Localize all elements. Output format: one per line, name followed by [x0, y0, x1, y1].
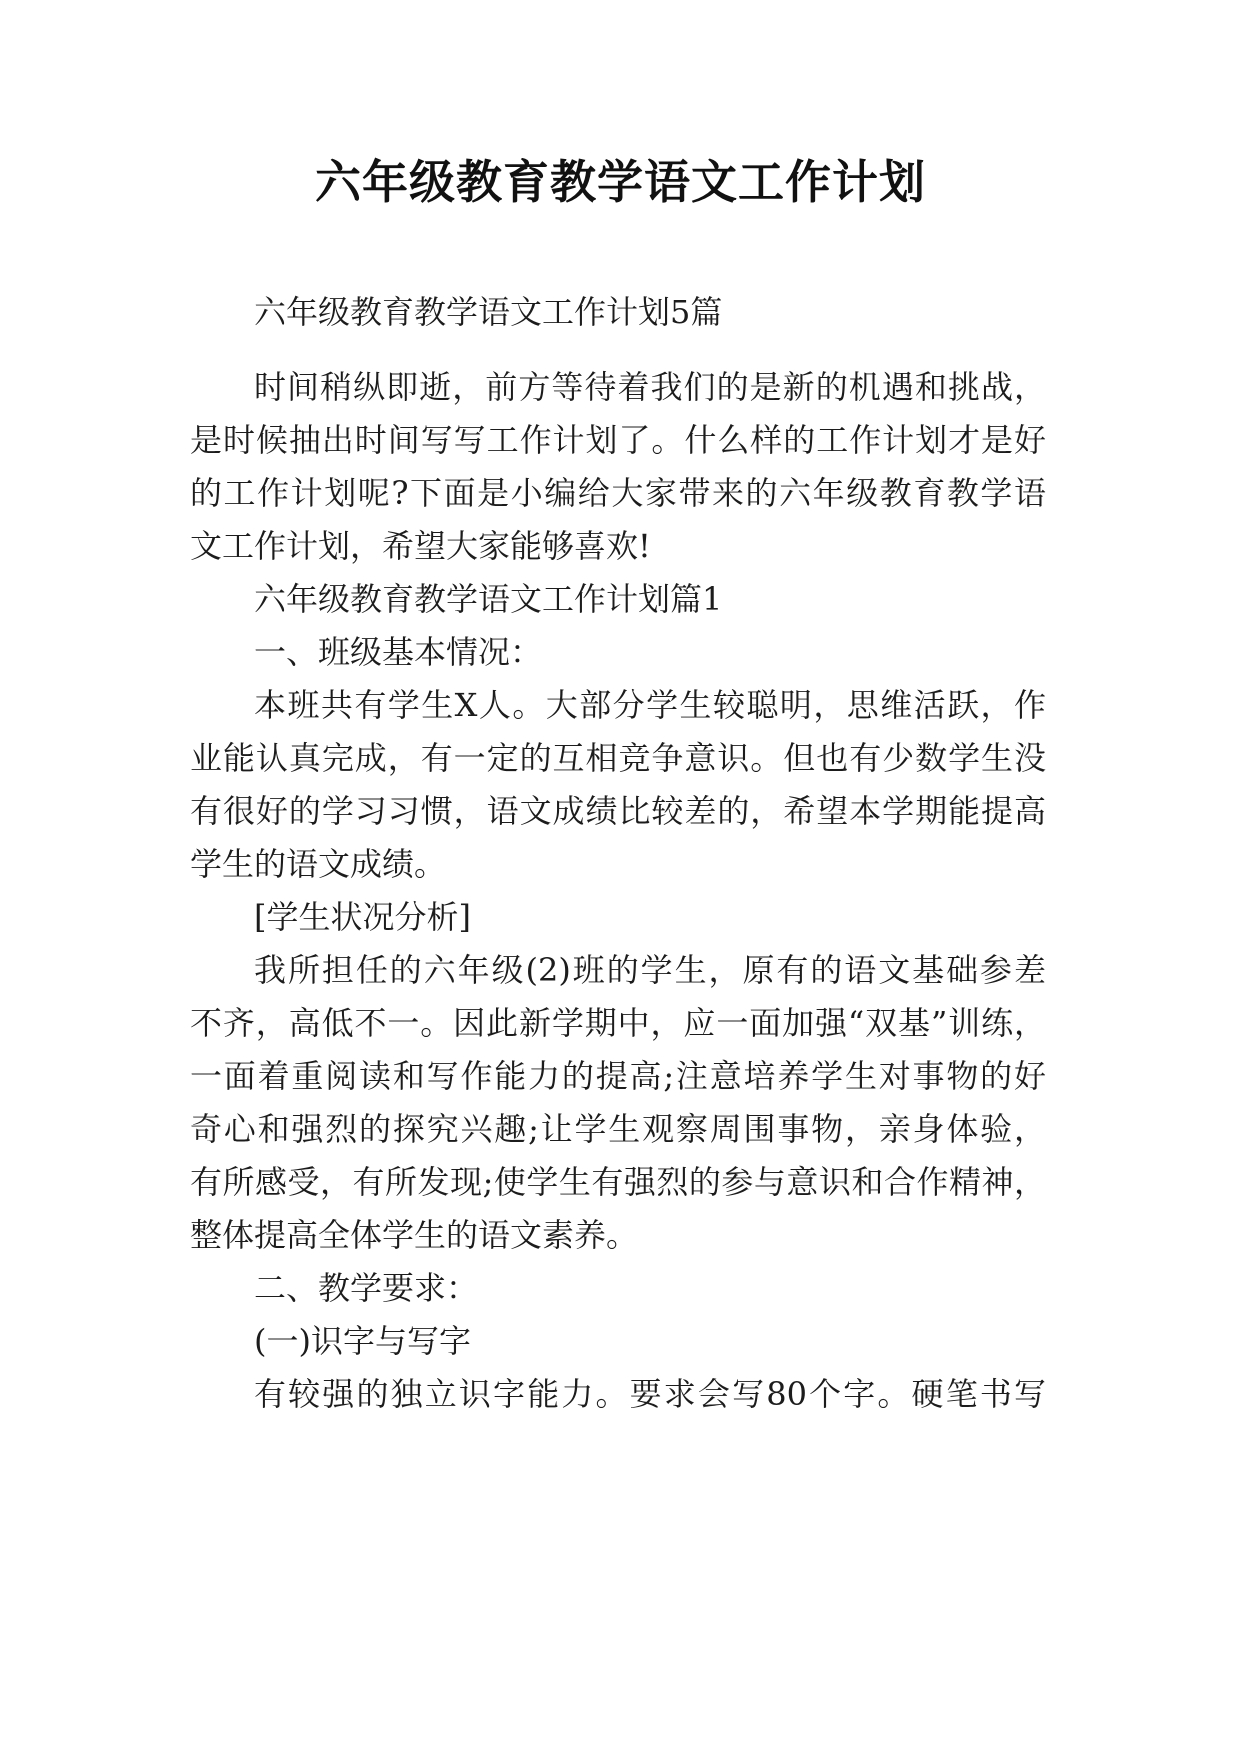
- heading-teaching-requirements: 二、教学要求：: [254, 1269, 479, 1307]
- analysis-line-6: 整体提高全体学生的语文素养。: [190, 1216, 639, 1254]
- class-line-4: 学生的语文成绩。: [190, 845, 447, 883]
- analysis-line-1: 我所担任的六年级(2)班的学生，原有的语文基础参差: [254, 951, 1046, 989]
- literacy-line-1: 有较强的独立识字能力。要求会写80个字。硬笔书写: [254, 1375, 1046, 1413]
- analysis-line-2: 不齐，高低不一。因此新学期中，应一面加强“双基”训练，: [190, 1004, 1046, 1042]
- class-line-1: 本班共有学生X人。大部分学生较聪明，思维活跃，作: [254, 686, 1046, 724]
- section-title: 六年级教育教学语文工作计划篇1: [254, 580, 723, 618]
- analysis-line-5: 有所感受，有所发现;使学生有强烈的参与意识和合作精神，: [190, 1163, 1046, 1201]
- document-title: 六年级教育教学语文工作计划: [315, 155, 926, 209]
- class-line-2: 业能认真完成，有一定的互相竞争意识。但也有少数学生没: [190, 739, 1046, 777]
- intro-line-2: 是时候抽出时间写写工作计划了。什么样的工作计划才是好: [190, 421, 1046, 459]
- analysis-line-4: 奇心和强烈的探究兴趣;让学生观察周围事物，亲身体验，: [190, 1110, 1046, 1148]
- class-line-3: 有很好的学习习惯，语文成绩比较差的，希望本学期能提高: [190, 792, 1046, 830]
- analysis-heading: [学生状况分析]: [254, 898, 471, 936]
- intro-line-3: 的工作计划呢?下面是小编给大家带来的六年级教育教学语: [190, 474, 1046, 512]
- document-subtitle: 六年级教育教学语文工作计划5篇: [254, 293, 723, 331]
- sub-heading-literacy: (一)识字与写字: [254, 1322, 471, 1360]
- heading-class-info: 一、班级基本情况：: [254, 633, 543, 671]
- analysis-line-3: 一面着重阅读和写作能力的提高;注意培养学生对事物的好: [190, 1057, 1046, 1095]
- intro-line-4: 文工作计划，希望大家能够喜欢!: [190, 527, 651, 565]
- intro-line-1: 时间稍纵即逝，前方等待着我们的是新的机遇和挑战，: [254, 368, 1046, 406]
